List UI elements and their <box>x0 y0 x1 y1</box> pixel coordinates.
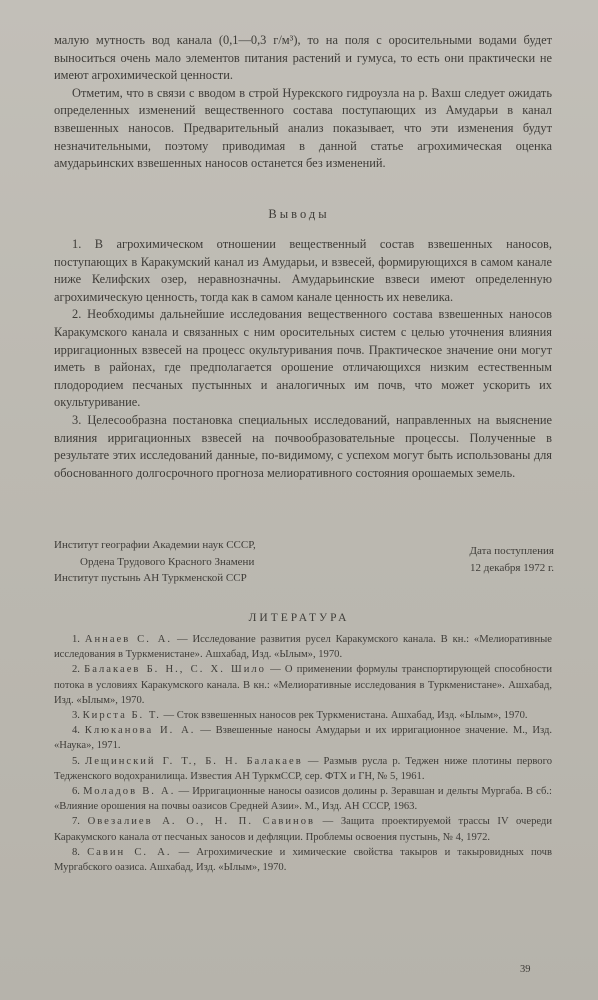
reference-item: 5. Лещинский Г. Т., Б. Н. Балакаев — Размыв русла р. Теджен ниже плотины первого Тедженского водохранилища. Известия АН ТуркмССР, сер. ФТХ и ГН, № 5, 1961. <box>54 755 552 782</box>
reference-author: Савин С. А. <box>87 846 172 858</box>
reference-item: 4. Клюканова И. А. — Взвешенные наносы Амударьи и их ирригационное значение. М., Изд. «Наука», 1971. <box>54 725 553 752</box>
reference-text: — Взвешенные наносы Амударьи и их ирригационное значение. М., Изд. «Наука», 1971. <box>54 725 553 752</box>
intro-paragraph-1: малую мутность вод канала (0,1—0,3 г/м³), то на поля с оросительными водами будет выноситься очень мало элементов питания растений и гумуса, то есть они практически не имеют агрохимической ценности. <box>54 33 552 83</box>
reference-item: 6. Моладов В. А. — Ирригационные наносы оазисов долины р. Зеравшан и дельты Мургаба. В сб.: «Влияние орошения на почвы оазисов Средней Азии». М., Изд. АН СССР, 1963. <box>54 786 552 813</box>
affiliation-line-3: Институт пустынь АН Туркменской ССР <box>54 572 247 584</box>
reference-item: 3. Кирста Б. Т. — Сток взвешенных наносов рек Туркменистана. Ашхабад, Изд. «Ылым», 1970. <box>72 710 528 722</box>
reference-author: Кирста Б. Т. <box>82 710 161 722</box>
reference-author: Клюканова И. А. <box>84 725 196 737</box>
affiliation-line-2: Ордена Трудового Красного Знамени <box>80 555 255 568</box>
literature-heading: ЛИТЕРАТУРА <box>248 612 350 624</box>
conclusion-2: 2. Необходимы дальнейшие исследования вещественного состава взвешенных наносов Каракумского канала и связанных с ним оросительных систем с целью уточнения влияния ирригационных взвесей на процесс окультуривания почв. Практическое значение они могут иметь в районах, где предполагается орошение отличающихся низким естественным плодородием песчаных пустынных и аналогичных им почв, что может ускорить их окультуривание. <box>54 307 552 410</box>
received-date: 12 декабря 1972 г. <box>470 561 554 574</box>
reference-item: 2. Балакаев Б. Н., С. Х. Шило — О применении формулы транспортирующей способности потока в условиях Каракумского канала. В кн.: «Мелиоративные исследования в Туркменистане». Ашхабад, Изд. «Ылым», 1970. <box>54 664 552 706</box>
reference-item: 7. Овезалиев А. О., Н. П. Савинов — Защита проектируемой трассы IV очереди Каракумского канала от песчаных заносов и дефляции. Проблемы освоения пустынь, № 4, 1972. <box>54 816 552 843</box>
reference-author: Моладов В. А. <box>83 786 176 798</box>
reference-author: Лещинский Г. Т., Б. Н. Балакаев <box>85 755 303 767</box>
reference-item: 1. Аннаев С. А. — Исследование развития русел Каракумского канала. В кн.: «Мелиоративные исследования в Туркменистане». Ашхабад, Изд. «Ылым», 1970. <box>54 634 552 661</box>
reference-text: — Сток взвешенных наносов рек Туркменистана. Ашхабад, Изд. «Ылым», 1970. <box>160 710 528 722</box>
reference-text: — Размыв русла р. Теджен ниже плотины первого Тедженского водохранилища. Известия АН ТуркмССР, сер. ФТХ и ГН, № 5, 1961. <box>54 755 552 782</box>
reference-text: — Защита проектируемой трассы IV очереди Каракумского канала от песчаных заносов и дефляции. Проблемы освоения пустынь, № 4, 1972. <box>54 816 552 843</box>
reference-author: Балакаев Б. Н., С. Х. Шило <box>84 664 266 676</box>
reference-text: — Ирригационные наносы оазисов долины р. Зеравшан и дельты Мургаба. В сб.: «Влияние орошения на почвы оазисов Средней Азии». М., Изд. АН СССР, 1963. <box>54 786 552 813</box>
reference-item: 8. Савин С. А. — Агрохимические и химические свойства такыров и такыровидных почв Мургабского оазиса. Ашхабад, Изд. «Ылым», 1970. <box>54 846 552 874</box>
intro-paragraph-2: Отметим, что в связи с вводом в строй Нурекского гидроузла на р. Вахш следует ожидать определенных изменений вещественного состава поступающих из Амударьи в канал взвешенных наносов. Предварительный анализ показывает, что эти изменения будут незначительными, поэтому приводимая в данной статье агрохимическая оценка амударьинских взвешенных наносов останется без изменений. <box>54 85 552 171</box>
intro-section <box>54 32 552 173</box>
reference-text: — Исследование развития русел Каракумского канала. В кн.: «Мелиоративные исследования в Туркменистане». Ашхабад, Изд. «Ылым», 1970. <box>54 634 552 661</box>
reference-author: Овезалиев А. О., Н. П. Савинов <box>87 816 316 828</box>
affiliation-block <box>54 537 256 587</box>
conclusions-section <box>54 236 552 482</box>
reference-text: — О применении формулы транспортирующей способности потока в условиях Каракумского канала. В кн.: «Мелиоративные исследования в Туркменистане». Ашхабад, Изд. «Ылым», 1970. <box>54 664 552 706</box>
reference-author: Аннаев С. А. <box>84 634 173 645</box>
affiliation-line-1: Институт географии Академии наук СССР, <box>54 539 256 551</box>
references-list <box>54 632 552 875</box>
conclusion-3: 3. Целесообразна постановка специальных исследований, направленных на выяснение влияния ирригационных взвесей на почвообразовательные процессы. Полученные в результате этих исследований данные, по-видимому, с успехом могут быть использованы для обоснованного долгосрочного прогноза мелиоративного состояния орошаемых земель. <box>54 412 552 480</box>
reference-text: — Агрохимические и химические свойства такыров и такыровидных почв Мургабского оазиса. Ашхабад, Изд. «Ылым», 1970. <box>54 846 552 874</box>
page-number: 39 <box>520 964 531 975</box>
received-label: Дата поступления <box>469 545 554 557</box>
conclusions-heading: Выводы <box>268 207 330 221</box>
conclusion-1: 1. В агрохимическом отношении вещественный состав взвешенных наносов, поступающих в Каракумский канал из Амударьи, и взвесей, формирующихся в самом канале ниже Келифских озер, неравнозначны. Амударьинские взвеси имеют определенную агрохимическую ценность, тогда как в самом канале ценность их невелика. <box>54 237 552 304</box>
received-date-block <box>428 543 554 576</box>
